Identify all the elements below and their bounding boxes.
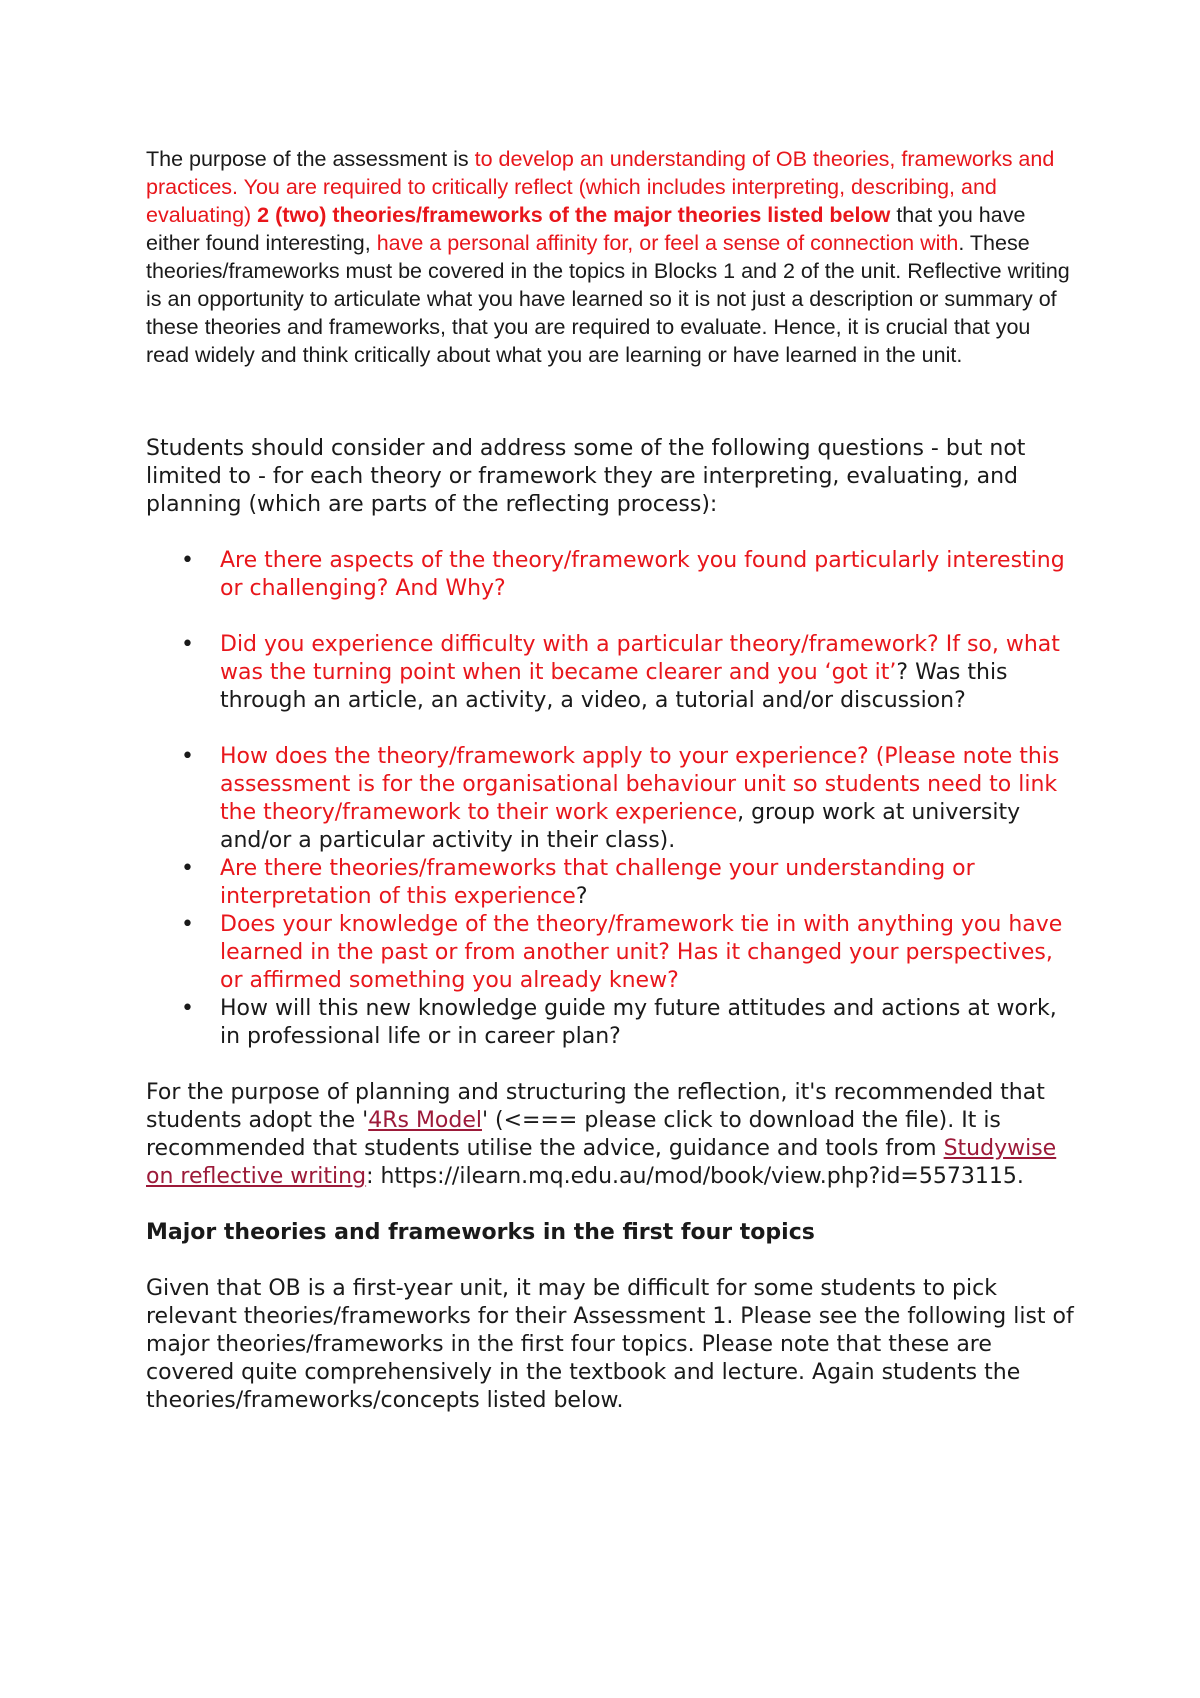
list-item [146, 995, 1076, 1051]
document-page [146, 145, 1076, 1415]
planning-paragraph [146, 1079, 1076, 1191]
4rs-model-link[interactable]: 4Rs Model [368, 1108, 482, 1133]
question-text-rest: , group work at university and/or a particular activity in their class). [220, 800, 1021, 853]
purpose-text-5: have a personal affinity for, or feel a sense of connection with [376, 231, 959, 255]
list-item [146, 631, 1076, 715]
bullet-icon: • [181, 548, 194, 573]
question-text: Did you experience difficulty with a particular theory/framework? If so, what was the turning point when it became clearer and you ‘got it’ [220, 632, 1060, 685]
purpose-text-3: 2 (two) theories/frameworks of the major theories listed below [257, 203, 891, 227]
bullet-icon: • [181, 632, 194, 657]
question-text: Does your knowledge of the theory/framework tie in with anything you have learned in the past or from another unit? Has it changed your perspectives, or affirmed something you already knew? [220, 912, 1063, 993]
questions-list [146, 547, 1076, 1051]
question-text-rest: ? Was this through an article, an activity, a video, a tutorial and/or discussion? [220, 660, 1008, 713]
question-text: How does the theory/framework apply to your experience? (Please note this assessment is for the organisational behaviour unit so students need to link the theory/framework to their work experience [220, 744, 1060, 825]
given-paragraph: Given that OB is a first-year unit, it may be difficult for some students to pick relevant theories/frameworks for their Assessment 1. Please see the following list of major theories/frameworks in the first four topics. Please note that these are covered quite comprehensively in the textbook and lecture. Again students the theories/frameworks/concepts listed below. [146, 1276, 1074, 1413]
purpose-paragraph [146, 145, 1076, 369]
purpose-text-2: to develop an understanding of OB theories, frameworks and practices. You are required to critically reflect (which includes interpreting, describing, and evaluating) [146, 147, 1055, 227]
list-item [146, 911, 1076, 995]
purpose-text-4: that you have either found interesting, [146, 203, 1026, 255]
question-text-rest: How will this new knowledge guide my future attitudes and actions at work, in professional life or in career plan? [220, 996, 1057, 1049]
planning-text-1: For the purpose of planning and structuring the reflection, it's recommended that students adopt the ' [146, 1080, 1045, 1133]
planning-text-2: ' (<=== please click to download the file). It is recommended that students utilise the advice, guidance and tools from [146, 1108, 1001, 1161]
studywise-link[interactable]: Studywise on reflective writing [146, 1136, 1057, 1189]
bullet-icon: • [181, 996, 194, 1021]
purpose-text-6: . These theories/frameworks must be covered in the topics in Blocks 1 and 2 of the unit. Reflective writing is an opportunity to articulate what you have learned so it is not just a description or summary of these theories and frameworks, that you are required to evaluate. Hence, it is crucial that you read widely and think critically about what you are learning or have learned in the unit. [146, 231, 1070, 367]
question-text: Are there aspects of the theory/framework you found particularly interesting or challenging? And Why? [220, 548, 1065, 601]
bullet-icon: • [181, 856, 194, 881]
planning-text-3: : https://ilearn.mq.edu.au/mod/book/view.php?id=5573115. [366, 1164, 1024, 1189]
bullet-icon: • [181, 744, 194, 769]
bullet-icon: • [181, 912, 194, 937]
section-heading: Major theories and frameworks in the first four topics [146, 1220, 815, 1245]
list-item [146, 547, 1076, 603]
list-item [146, 743, 1076, 855]
questions-intro: Students should consider and address some of the following questions - but not limited to - for each theory or framework they are interpreting, evaluating, and planning (which are parts of the reflecting process): [146, 436, 1026, 517]
list-item [146, 855, 1076, 911]
question-text: Are there theories/frameworks that challenge your understanding or interpretation of this experience [220, 856, 975, 909]
purpose-text-1: The purpose of the assessment is [146, 147, 475, 171]
question-text-rest: ? [575, 884, 588, 909]
